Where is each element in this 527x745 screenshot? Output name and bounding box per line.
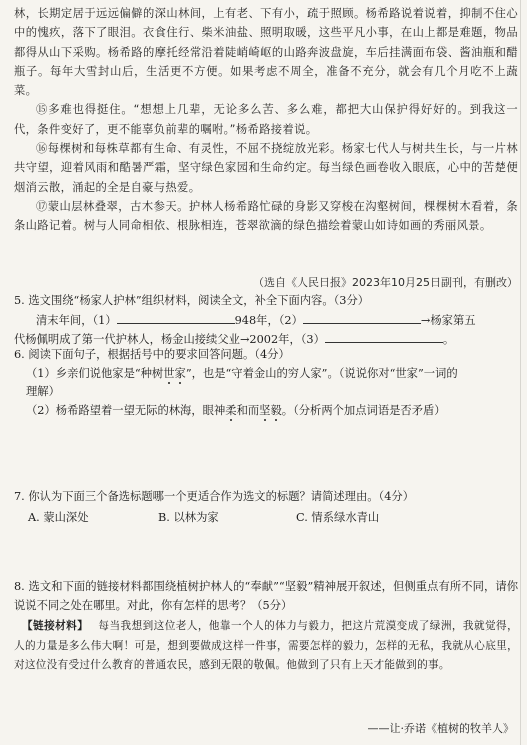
q6-s2-text-b: 。（分析两个加点词语是否矛盾） [281,403,446,417]
passage-paragraph-15: ⑮多难也得挺住。“想想上几辈，无论多么苦、多么难，都把大山保护得好好的。到我这一代，条件变好了，更不能辜负前辈的嘱咐。”杨希路接着说。 [14,103,518,136]
q6-s1-dotted-char-1: 世 [163,366,175,380]
q6-s1-dotted-char-2: 家 [174,366,186,380]
q6-s1-text-a: （1）乡亲们说他家是“种树 [26,366,164,380]
q6-s2-dotted-char-3: 毅 [270,403,282,417]
q6-s2-text-a: （2）杨希路望着一望无际的林海，眼神 [26,403,226,417]
reading-passage [14,4,518,236]
q5-text-4: 代杨佩明成了第一代护林人，杨金山接续父业→2002年，（3） [14,333,325,346]
question-8 [14,578,518,676]
q6-s2-dotted-char-1: 柔 [225,403,237,417]
passage-paragraph-14: 林，长期定居于远远偏僻的深山林间，上有老、下有小，疏于照顾。杨希路说着说着，抑制不住心中的愧疚，落下了眼泪。衣食住行、柴米油盐、照明取暖，这些平凡小事，在山上都是难题，物品都得从山下采购。杨希路的摩托经常沿着陡峭崎岖的山路奔波盘旋，车后挂满面布袋、酱油瓶和醋瓶子。每年大雪封山后，生活更不方便。如果考虑不周全，准备不充分，就会有几个月吃不上蔬菜。 [14,7,518,98]
question-7 [14,488,518,527]
q5-text-5: 。 [442,333,455,346]
question-8-stem: 8. 选文和下面的链接材料都围绕植树护林人的“奉献”“坚毅”精神展开叙述，但侧重点有所不同，请你说说不同之处在哪里。对此，你有怎样的思考？（5分） [14,580,518,612]
q5-text-3: →杨家第五 [420,313,476,327]
question-5-stem: 5. 选文围绕“杨家人护林”组织材料，阅读全文，补全下面内容。（3分） [14,294,370,307]
passage-paragraph-16: ⑯每棵树和每株草都有生命、有灵性，不屈不挠绽放光彩。杨家七代人与树共生长，与一片林共守望，迎着风雨和酷暑严霜，坚守绿色家园和生命约定。每当绿色画卷收入眼底，心中的苦楚便烟消云散，涌起的全是自豪与热爱。 [14,142,518,194]
link-material-attribution: ——让·乔诺《植树的牧羊人》 [367,722,514,735]
question-6-sub-2 [14,402,518,421]
question-6-stem: 6. 阅读下面句子，根据括号中的要求回答问题。（4分） [14,348,290,361]
question-6-sub-1-cont: 理解） [26,385,60,398]
q5-text-1: 清末年间，（1） [36,313,117,327]
option-c[interactable]: C. 情系绿水青山 [296,510,380,524]
q5-text-2: 948年，（2） [234,313,303,327]
page-edge-line [520,0,521,745]
question-7-stem: 7. 你认为下面三个备选标题哪一个更适合作为选文的标题？请简述理由。（4分） [14,490,415,503]
q5-answer-blank-3[interactable] [325,330,443,343]
q6-s1-text-b: ”，也是“守着金山的穷人家”。（说说你对“世家”一词的 [185,366,458,380]
link-material-title: 【链接材料】 [22,620,89,632]
link-material-text: 每当我想到这位老人，他靠一个人的体力与毅力，把这片荒漠变成了绿洲，我就觉得，人的力量是多么伟大啊！可是，想到要做成这样一件事，需要怎样的毅力，怎样的无私，我就从心底里，对这位没有受过什么教育的普通农民，感到无限的敬佩。他做到了只有上天才能做到的事。 [14,620,518,671]
passage-paragraph-17: ⑰蒙山层林叠翠，古木参天。护林人杨希路忙碌的身影又穿梭在沟壑树间，棵棵树木看着，条条山路记着。树与人同命相依、根脉相连，苍翠欲滴的绿色描绘着蒙山如诗如画的秀丽风景。 [14,199,518,233]
link-material [14,617,518,676]
question-5 [14,292,518,350]
question-6-sub-1 [14,365,518,384]
question-5-line-1 [14,311,518,331]
question-6 [14,346,518,420]
passage-source: （选自《人民日报》2023年10月25日副刊，有删改） [253,276,518,289]
q6-s2-text-mid: 和而 [236,403,260,417]
q6-s2-dotted-char-2: 坚 [259,403,271,417]
q5-answer-blank-1[interactable] [117,311,235,324]
question-7-options [14,509,518,528]
option-a[interactable]: A. 蒙山深处 [28,510,89,524]
q5-answer-blank-2[interactable] [303,311,421,324]
option-b[interactable]: B. 以林为家 [158,510,219,524]
